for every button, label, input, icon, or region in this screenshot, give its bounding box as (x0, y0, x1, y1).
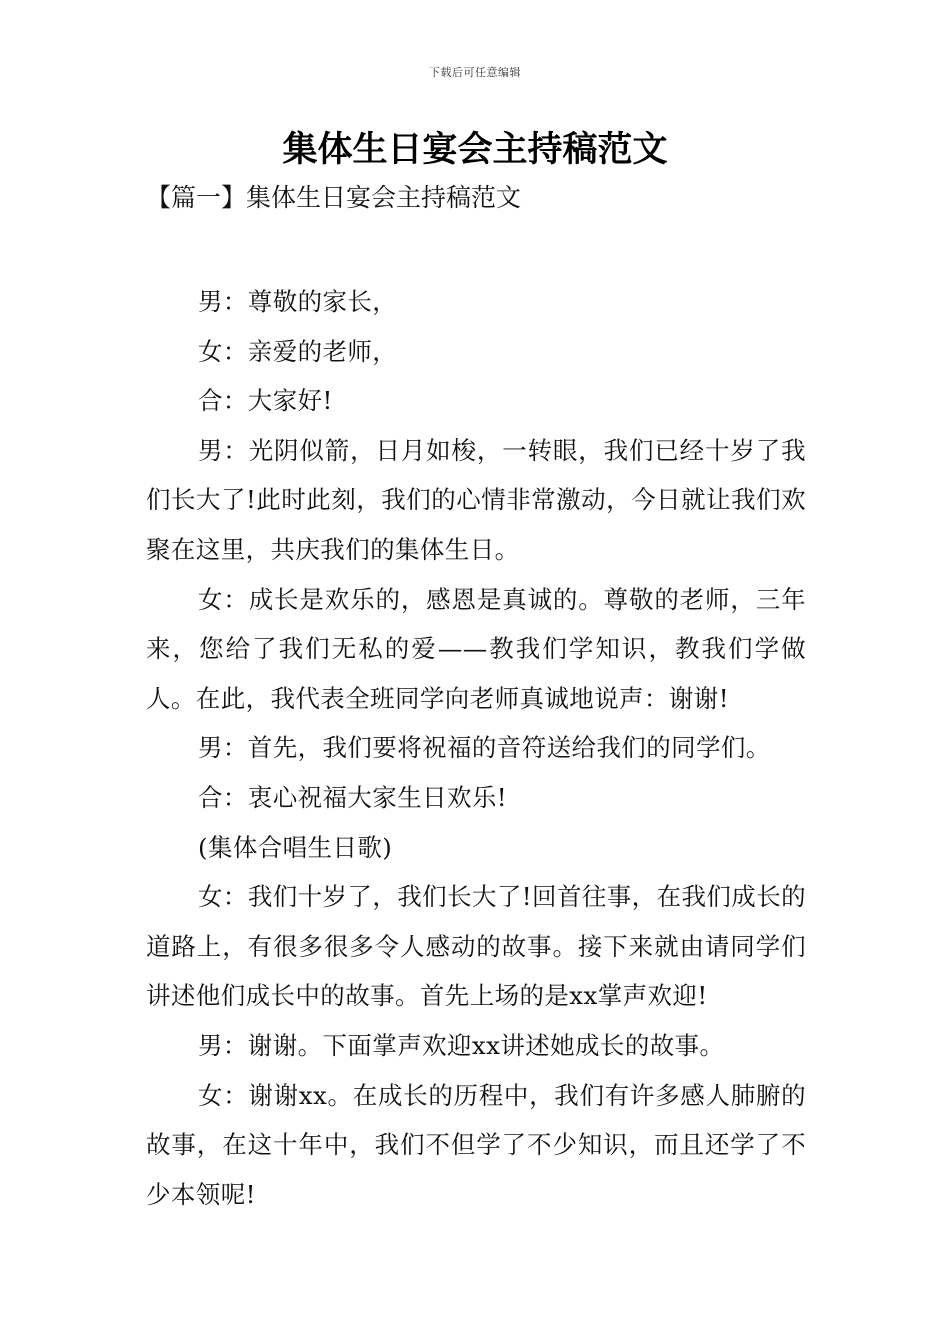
paragraph: 女：成长是欢乐的，感恩是真诚的。尊敬的老师，三年来，您给了我们无私的爱——教我们学知识，教我们学做人。在此，我代表全班同学向老师真诚地说声：谢谢! (146, 584, 806, 713)
paragraph: 男：光阴似箭，日月如梭，一转眼，我们已经十岁了我们长大了!此时此刻，我们的心情非常激动，今日就让我们欢聚在这里，共庆我们的集体生日。 (146, 435, 806, 564)
body-text (146, 277, 806, 1219)
paragraph: 女：亲爱的老师， (198, 336, 398, 366)
paragraph: 男：谢谢。下面掌声欢迎xx讲述她成长的故事。 (198, 1030, 725, 1060)
paragraph: 男：首先，我们要将祝福的音符送给我们的同学们。 (198, 733, 771, 763)
paragraph: 女：谢谢xx。在成长的历程中，我们有许多感人肺腑的故事，在这十年中，我们不但学了不少知识，而且还学了不少本领呢! (146, 1080, 806, 1209)
header-note: 下载后可任意编辑 (429, 66, 521, 79)
paragraph: 合：大家好! (198, 386, 333, 416)
section-heading: 【篇一】集体生日宴会主持稿范文 (146, 183, 522, 212)
paragraph: (集体合唱生日歌) (198, 832, 393, 862)
paragraph: 女：我们十岁了，我们长大了!回首往事，在我们成长的道路上，有很多很多令人感动的故事。接下来就由请同学们讲述他们成长中的故事。首先上场的是xx掌声欢迎! (146, 882, 806, 1011)
document-title: 集体生日宴会主持稿范文 (282, 130, 668, 170)
paragraph: 男：尊敬的家长， (198, 287, 398, 316)
paragraph: 合：衷心祝福大家生日欢乐! (198, 782, 508, 812)
